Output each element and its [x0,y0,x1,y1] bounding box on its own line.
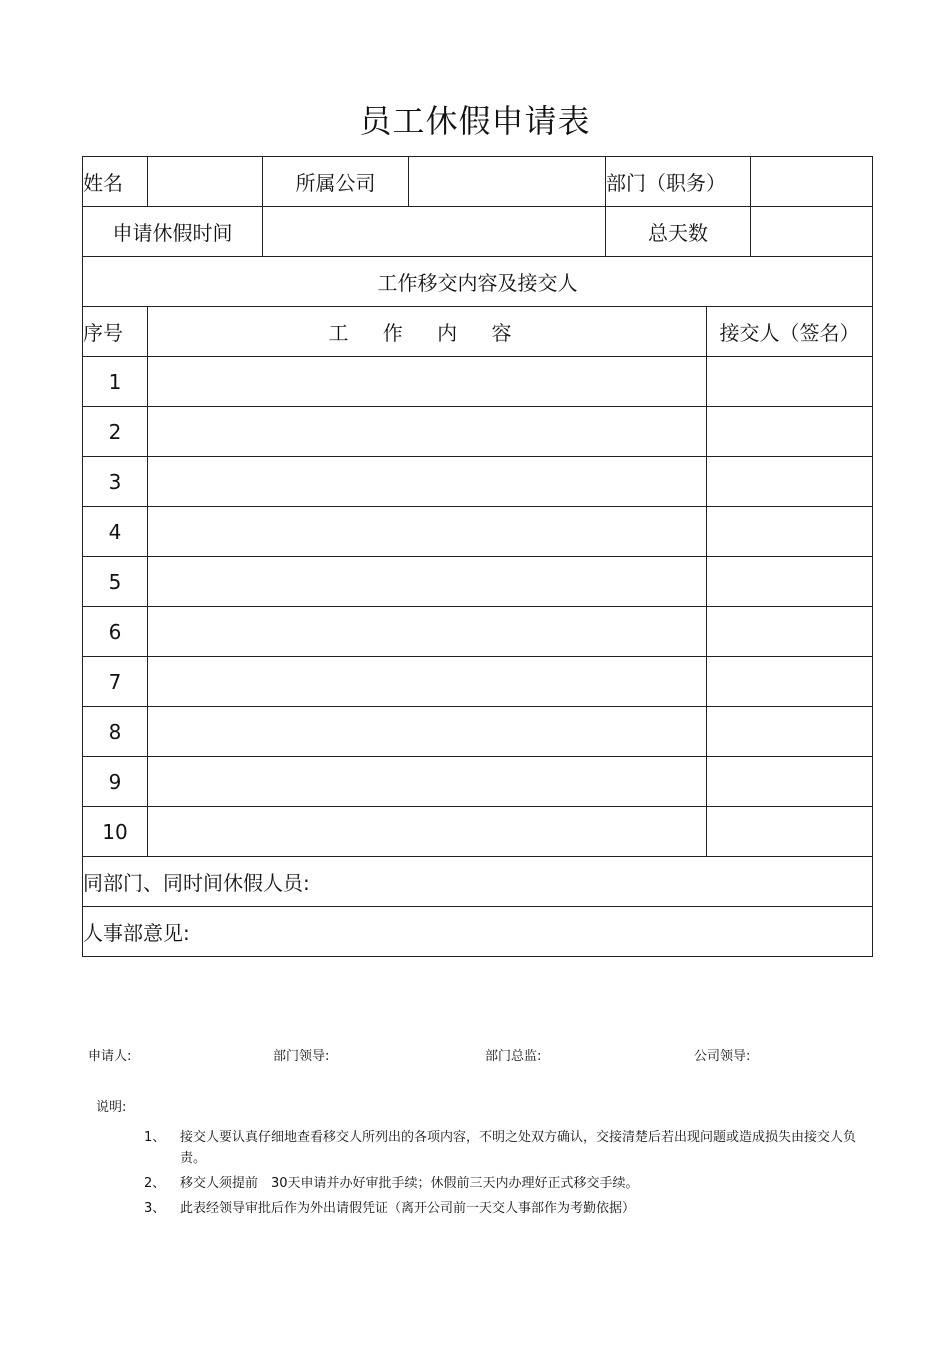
table-row [83,557,873,607]
work-content-cell[interactable] [148,407,707,457]
notes-heading: 说明: [96,1100,127,1115]
table-row [83,357,873,407]
row-number: 6 [83,607,148,657]
table-row [83,407,873,457]
col-seq-header: 序号 [83,307,148,357]
col-receiver-header: 接交人（签名） [707,307,873,357]
note-text: 移交人须提前 30天申请并办好审批手续；休假前三天内办理好正式移交手续。 [180,1176,639,1191]
row-number: 1 [83,357,148,407]
row-number: 9 [83,757,148,807]
leave-application-form [82,156,873,957]
work-content-cell[interactable] [148,457,707,507]
work-content-cell[interactable] [148,707,707,757]
work-content-cell[interactable] [148,807,707,857]
table-row [83,757,873,807]
info-row-1 [83,157,873,207]
work-content-cell[interactable] [148,357,707,407]
receiver-signature-cell[interactable] [707,707,873,757]
page-title: 员工休假申请表 [359,102,591,140]
work-content-cell[interactable] [148,757,707,807]
note-text: 此表经领导审批后作为外出请假凭证（离开公司前一天交人事部作为考勤依据） [180,1201,636,1216]
row-number: 3 [83,457,148,507]
row-number: 5 [83,557,148,607]
name-label: 姓名 [83,157,148,207]
dept-director-signature-label: 部门总监: [485,1049,542,1064]
work-content-cell[interactable] [148,657,707,707]
row-number: 8 [83,707,148,757]
table-row [83,507,873,557]
company-field[interactable] [409,157,606,207]
note-item [96,1127,856,1169]
total-days-label: 总天数 [606,207,751,257]
table-row [83,657,873,707]
handover-section-title: 工作移交内容及接交人 [83,257,873,307]
table-row [83,457,873,507]
row-number: 2 [83,407,148,457]
notes-section [96,1096,856,1223]
same-dept-field[interactable] [83,857,873,907]
info-row-2 [83,207,873,257]
row-number: 7 [83,657,148,707]
receiver-signature-cell[interactable] [707,657,873,707]
hr-opinion-label: 人事部意见: [83,921,190,945]
handover-rows [83,357,873,857]
note-item [96,1198,856,1219]
receiver-signature-cell[interactable] [707,607,873,657]
company-leader-signature-label: 公司领导: [694,1049,751,1064]
note-text: 接交人要认真仔细地查看移交人所列出的各项内容，不明之处双方确认，交接清楚后若出现问题或造成损失由接交人负责。 [180,1130,857,1166]
dept-leader-signature-label: 部门领导: [273,1049,330,1064]
name-field[interactable] [148,157,263,207]
same-dept-row [83,857,873,907]
note-index: 2、 [144,1176,166,1191]
receiver-signature-cell[interactable] [707,507,873,557]
hr-opinion-row [83,907,873,957]
receiver-signature-cell[interactable] [707,457,873,507]
handover-header-row [83,307,873,357]
note-index: 3、 [144,1201,166,1216]
same-dept-label: 同部门、同时间休假人员: [83,871,310,895]
table-row [83,707,873,757]
receiver-signature-cell[interactable] [707,357,873,407]
work-content-cell[interactable] [148,507,707,557]
hr-opinion-field[interactable] [83,907,873,957]
dept-field[interactable] [751,157,873,207]
row-number: 4 [83,507,148,557]
leave-period-label: 申请休假时间 [83,207,263,257]
note-index: 1、 [144,1130,166,1145]
leave-period-field[interactable] [263,207,606,257]
receiver-signature-cell[interactable] [707,807,873,857]
total-days-field[interactable] [751,207,873,257]
note-item [96,1173,856,1194]
receiver-signature-cell[interactable] [707,407,873,457]
receiver-signature-cell[interactable] [707,757,873,807]
row-number: 10 [83,807,148,857]
work-content-cell[interactable] [148,607,707,657]
table-row [83,607,873,657]
handover-section-row [83,257,873,307]
work-content-cell[interactable] [148,557,707,607]
receiver-signature-cell[interactable] [707,557,873,607]
company-label: 所属公司 [263,157,409,207]
dept-label: 部门（职务） [606,157,751,207]
table-row [83,807,873,857]
applicant-signature-label: 申请人: [88,1049,132,1064]
col-content-header: 工 作 内 容 [148,307,707,357]
